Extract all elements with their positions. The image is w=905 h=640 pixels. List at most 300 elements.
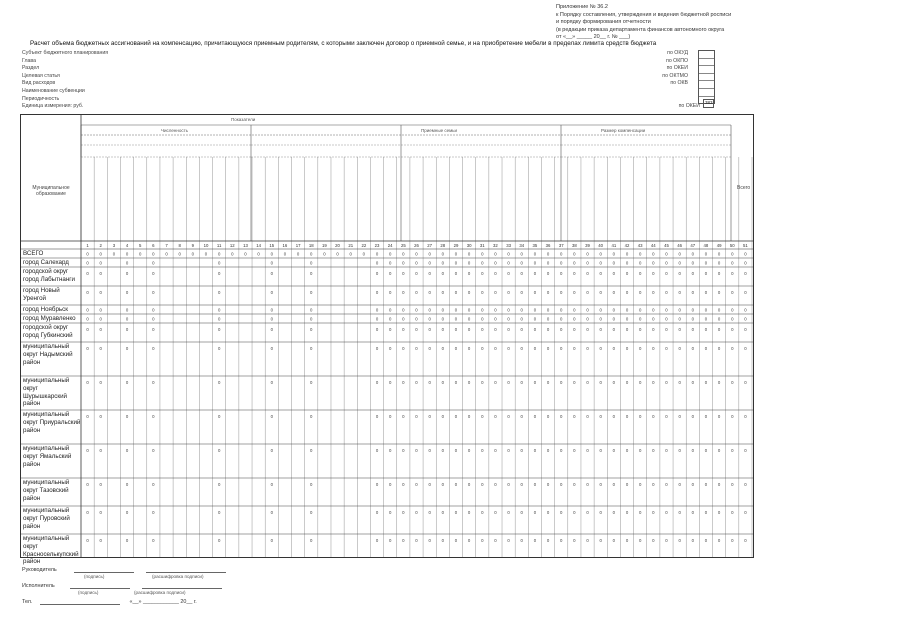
table-cell: 0 bbox=[467, 538, 471, 543]
column-number: 11 bbox=[216, 243, 222, 249]
table-cell: 0 bbox=[717, 307, 721, 313]
column-number: 20 bbox=[335, 243, 340, 249]
column-number: 46 bbox=[677, 243, 683, 249]
table-cell: 0 bbox=[665, 538, 668, 543]
table-cell: 0 bbox=[388, 482, 392, 487]
table-cell: 0 bbox=[217, 380, 221, 385]
table-cell: 0 bbox=[310, 346, 313, 351]
table-cell: 0 bbox=[270, 380, 273, 385]
table-cell: 0 bbox=[388, 251, 392, 257]
table-cell: 0 bbox=[454, 327, 458, 332]
table-cell: 0 bbox=[283, 251, 287, 257]
table-cell: 0 bbox=[86, 260, 89, 266]
table-cell: 0 bbox=[560, 510, 563, 515]
table-cell: 0 bbox=[652, 346, 655, 351]
table-cell: 0 bbox=[704, 307, 708, 313]
table-cell: 0 bbox=[270, 448, 273, 453]
table-cell: 0 bbox=[481, 290, 484, 295]
column-number: 45 bbox=[664, 243, 669, 249]
table-cell: 0 bbox=[573, 414, 576, 419]
column-number: 28 bbox=[440, 243, 446, 249]
table-cell: 0 bbox=[428, 380, 431, 385]
table-cell: 0 bbox=[99, 346, 102, 351]
meta-code: по ОКЕИ bbox=[666, 65, 688, 72]
column-number: 24 bbox=[387, 243, 393, 249]
header-label: Приемные семьи bbox=[421, 128, 458, 133]
table-cell: 0 bbox=[388, 538, 392, 543]
table-cell: 0 bbox=[507, 271, 510, 276]
table-cell: 0 bbox=[717, 482, 721, 487]
table-cell: 0 bbox=[270, 290, 273, 295]
table-cell: 0 bbox=[678, 414, 681, 419]
table-cell: 0 bbox=[731, 271, 734, 276]
table-cell: 0 bbox=[217, 290, 221, 295]
table-cell: 0 bbox=[270, 510, 273, 515]
table-cell: 0 bbox=[428, 290, 431, 295]
table-cell: 0 bbox=[375, 327, 379, 332]
table-cell: 0 bbox=[665, 290, 668, 295]
table-cell: 0 bbox=[744, 346, 747, 351]
header-label: Размер компенсации bbox=[601, 128, 646, 133]
table-cell: 0 bbox=[270, 538, 273, 543]
table-cell: 0 bbox=[599, 316, 602, 322]
table-cell: 0 bbox=[244, 251, 247, 257]
table-cell: 0 bbox=[520, 448, 523, 453]
table-cell: 0 bbox=[481, 380, 484, 385]
table-cell: 0 bbox=[638, 380, 642, 385]
table-cell: 0 bbox=[652, 538, 655, 543]
table-cell: 0 bbox=[560, 271, 563, 276]
table-cell: 0 bbox=[599, 290, 602, 295]
table-cell: 0 bbox=[691, 251, 694, 257]
column-number: 9 bbox=[191, 243, 195, 249]
table-cell: 0 bbox=[217, 538, 221, 543]
table-cell: 0 bbox=[86, 316, 89, 322]
row-label-municipality: муниципальный округ Приуральский район bbox=[23, 411, 81, 434]
table-cell: 0 bbox=[573, 290, 576, 295]
table-cell: 0 bbox=[612, 260, 616, 266]
table-cell: 0 bbox=[310, 327, 313, 332]
table-cell: 0 bbox=[257, 251, 260, 257]
table-cell: 0 bbox=[573, 510, 576, 515]
column-number: 18 bbox=[308, 243, 314, 249]
table-cell: 0 bbox=[717, 316, 721, 322]
table-cell: 0 bbox=[731, 510, 734, 515]
table-cell: 0 bbox=[586, 346, 589, 351]
meta-label: Вид расходов bbox=[22, 80, 56, 87]
table-cell: 0 bbox=[99, 271, 102, 276]
table-cell: 0 bbox=[415, 414, 418, 419]
table-cell: 0 bbox=[731, 290, 734, 295]
table-cell: 0 bbox=[388, 271, 392, 276]
appendix-line: от «__» _____ 20__ г. № ___) bbox=[556, 34, 631, 40]
table-cell: 0 bbox=[125, 251, 129, 257]
table-cell: 0 bbox=[691, 510, 694, 515]
table-cell: 0 bbox=[665, 271, 668, 276]
table-cell: 0 bbox=[481, 316, 484, 322]
table-cell: 0 bbox=[731, 251, 734, 257]
table-cell: 0 bbox=[454, 290, 458, 295]
table-cell: 0 bbox=[217, 346, 221, 351]
table-cell: 0 bbox=[481, 307, 484, 313]
table-cell: 0 bbox=[152, 538, 155, 543]
table-cell: 0 bbox=[665, 316, 668, 322]
table-cell: 0 bbox=[665, 448, 668, 453]
table-cell: 0 bbox=[573, 538, 576, 543]
table-cell: 0 bbox=[310, 290, 313, 295]
table-cell: 0 bbox=[652, 327, 655, 332]
table-cell: 0 bbox=[402, 414, 405, 419]
table-cell: 0 bbox=[217, 327, 221, 332]
column-number: 36 bbox=[545, 243, 551, 249]
table-cell: 0 bbox=[375, 482, 379, 487]
table-cell: 0 bbox=[494, 290, 497, 295]
table-cell: 0 bbox=[744, 316, 747, 322]
table-cell: 0 bbox=[86, 271, 89, 276]
table-cell: 0 bbox=[165, 251, 168, 257]
row-label-municipality: городской округ город Губкинский bbox=[23, 324, 73, 339]
table-cell: 0 bbox=[546, 538, 550, 543]
table-cell: 0 bbox=[375, 271, 379, 276]
table-cell: 0 bbox=[441, 260, 445, 266]
appendix-line: Приложение № 36.2 bbox=[556, 4, 608, 10]
table-cell: 0 bbox=[731, 448, 734, 453]
column-number: 8 bbox=[178, 243, 181, 249]
row-label-municipality: муниципальный округ Ямальский район bbox=[23, 445, 72, 468]
table-cell: 0 bbox=[125, 316, 129, 322]
table-cell: 0 bbox=[454, 307, 458, 313]
table-cell: 0 bbox=[691, 448, 694, 453]
table-cell: 0 bbox=[691, 260, 694, 266]
table-cell: 0 bbox=[704, 482, 708, 487]
table-cell: 0 bbox=[599, 482, 602, 487]
table-cell: 0 bbox=[388, 327, 392, 332]
table-cell: 0 bbox=[441, 307, 445, 313]
table-cell: 0 bbox=[388, 346, 392, 351]
table-cell: 0 bbox=[546, 327, 550, 332]
column-number: 40 bbox=[598, 243, 604, 249]
table-cell: 0 bbox=[441, 482, 445, 487]
table-cell: 0 bbox=[599, 251, 602, 257]
table-cell: 0 bbox=[415, 260, 418, 266]
table-cell: 0 bbox=[481, 510, 484, 515]
table-cell: 0 bbox=[270, 346, 273, 351]
column-number: 14 bbox=[256, 243, 262, 249]
table-cell: 0 bbox=[586, 538, 589, 543]
table-cell: 0 bbox=[560, 380, 563, 385]
column-header-total: Всего bbox=[737, 185, 751, 191]
meta-code: по ОКТМО bbox=[662, 72, 688, 79]
table-cell: 0 bbox=[652, 290, 655, 295]
table-cell: 0 bbox=[507, 538, 510, 543]
meta-block bbox=[22, 50, 712, 111]
table-cell: 0 bbox=[560, 327, 563, 332]
table-cell: 0 bbox=[99, 510, 102, 515]
table-cell: 0 bbox=[152, 260, 155, 266]
table-cell: 0 bbox=[533, 482, 537, 487]
table-cell: 0 bbox=[586, 380, 589, 385]
column-number: 7 bbox=[165, 243, 168, 249]
table-cell: 0 bbox=[691, 271, 694, 276]
table-cell: 0 bbox=[573, 316, 576, 322]
table-cell: 0 bbox=[744, 482, 747, 487]
table-cell: 0 bbox=[362, 251, 366, 257]
table-cell: 0 bbox=[388, 316, 392, 322]
table-cell: 0 bbox=[638, 251, 642, 257]
table-cell: 0 bbox=[704, 380, 708, 385]
table-cell: 0 bbox=[112, 251, 116, 257]
table-cell: 0 bbox=[415, 290, 418, 295]
table-cell: 0 bbox=[560, 448, 563, 453]
table-cell: 0 bbox=[310, 414, 313, 419]
table-cell: 0 bbox=[625, 307, 629, 313]
table-cell: 0 bbox=[86, 414, 89, 419]
table-cell: 0 bbox=[533, 327, 537, 332]
table-cell: 0 bbox=[704, 327, 708, 332]
table-cell: 0 bbox=[704, 271, 708, 276]
table-cell: 0 bbox=[481, 346, 484, 351]
table-cell: 0 bbox=[481, 538, 484, 543]
column-number: 3 bbox=[112, 243, 116, 249]
table-cell: 0 bbox=[467, 510, 471, 515]
table-cell: 0 bbox=[665, 327, 668, 332]
table-cell: 0 bbox=[744, 290, 747, 295]
column-header-municipality: Муниципальное образование bbox=[32, 185, 70, 197]
table-cell: 0 bbox=[665, 260, 668, 266]
table-cell: 0 bbox=[152, 251, 155, 257]
table-cell: 0 bbox=[586, 414, 589, 419]
table-cell: 0 bbox=[441, 327, 445, 332]
table-cell: 0 bbox=[481, 448, 484, 453]
table-cell: 0 bbox=[441, 510, 445, 515]
exec-sign-caption: (подпись) bbox=[78, 590, 99, 595]
table-cell: 0 bbox=[428, 316, 431, 322]
table-cell: 0 bbox=[678, 271, 681, 276]
table-cell: 0 bbox=[86, 251, 89, 257]
table-cell: 0 bbox=[178, 251, 181, 257]
table-cell: 0 bbox=[652, 251, 655, 257]
table-cell: 0 bbox=[441, 271, 445, 276]
table-cell: 0 bbox=[375, 307, 379, 313]
table-cell: 0 bbox=[270, 271, 273, 276]
meta-code: по ОКВ bbox=[670, 80, 688, 87]
table-cell: 0 bbox=[125, 510, 129, 515]
table-cell: 0 bbox=[638, 290, 642, 295]
table-cell: 0 bbox=[691, 346, 694, 351]
table-cell: 0 bbox=[454, 251, 458, 257]
table-cell: 0 bbox=[454, 316, 458, 322]
column-number: 4 bbox=[125, 243, 129, 249]
table-cell: 0 bbox=[415, 346, 418, 351]
table-cell: 0 bbox=[270, 482, 273, 487]
table-cell: 0 bbox=[704, 346, 708, 351]
table-cell: 0 bbox=[99, 380, 102, 385]
table-grid bbox=[21, 115, 753, 557]
table-cell: 0 bbox=[415, 327, 418, 332]
table-cell: 0 bbox=[481, 260, 484, 266]
table-cell: 0 bbox=[717, 271, 721, 276]
table-cell: 0 bbox=[125, 538, 129, 543]
table-cell: 0 bbox=[612, 414, 616, 419]
table-cell: 0 bbox=[507, 414, 510, 419]
column-number: 41 bbox=[611, 243, 617, 249]
table-cell: 0 bbox=[99, 448, 102, 453]
appendix-line: (в редакции приказа департамента финансов автономного округа bbox=[556, 26, 725, 33]
table-cell: 0 bbox=[125, 327, 129, 332]
head-sign-caption: (подпись) bbox=[84, 574, 105, 579]
table-cell: 0 bbox=[691, 290, 694, 295]
column-number: 21 bbox=[348, 243, 354, 249]
table-cell: 0 bbox=[638, 260, 642, 266]
table-cell: 0 bbox=[415, 448, 418, 453]
table-cell: 0 bbox=[520, 538, 523, 543]
table-cell: 0 bbox=[704, 448, 708, 453]
table-cell: 0 bbox=[467, 290, 471, 295]
table-cell: 0 bbox=[546, 510, 550, 515]
column-number: 19 bbox=[322, 243, 327, 249]
table-cell: 0 bbox=[270, 260, 273, 266]
table-cell: 0 bbox=[310, 260, 313, 266]
row-label-municipality: муниципальный округ Красноселькупский район bbox=[23, 535, 79, 566]
table-cell: 0 bbox=[388, 290, 392, 295]
table-cell: 0 bbox=[507, 290, 510, 295]
table-cell: 0 bbox=[573, 327, 576, 332]
table-cell: 0 bbox=[402, 482, 405, 487]
table-cell: 0 bbox=[625, 510, 629, 515]
table-cell: 0 bbox=[402, 316, 405, 322]
appendix-block bbox=[556, 4, 896, 42]
signature-head bbox=[22, 566, 226, 573]
table-cell: 0 bbox=[638, 271, 642, 276]
table-cell: 0 bbox=[533, 448, 537, 453]
table-cell: 0 bbox=[388, 414, 392, 419]
table-cell: 0 bbox=[415, 316, 418, 322]
code-boxes bbox=[698, 50, 715, 104]
table-cell: 0 bbox=[678, 290, 681, 295]
table-cell: 0 bbox=[638, 510, 642, 515]
column-number: 38 bbox=[571, 243, 577, 249]
table-cell: 0 bbox=[99, 251, 102, 257]
column-number: 2 bbox=[99, 243, 102, 249]
column-number: 42 bbox=[624, 243, 630, 249]
table-cell: 0 bbox=[428, 538, 431, 543]
table-cell: 0 bbox=[99, 290, 102, 295]
table-cell: 0 bbox=[125, 414, 129, 419]
table-cell: 0 bbox=[560, 346, 563, 351]
table-cell: 0 bbox=[402, 251, 405, 257]
table-cell: 0 bbox=[573, 251, 576, 257]
table-cell: 0 bbox=[612, 538, 616, 543]
column-number: 16 bbox=[282, 243, 288, 249]
table-cell: 0 bbox=[731, 346, 734, 351]
table-cell: 0 bbox=[441, 380, 445, 385]
table-cell: 0 bbox=[217, 510, 221, 515]
table-cell: 0 bbox=[625, 327, 629, 332]
table-cell: 0 bbox=[652, 482, 655, 487]
column-number: 6 bbox=[152, 243, 155, 249]
table-cell: 0 bbox=[665, 307, 668, 313]
table-cell: 0 bbox=[494, 346, 497, 351]
signature-exec bbox=[22, 582, 222, 589]
table-cell: 0 bbox=[99, 327, 102, 332]
column-number: 39 bbox=[585, 243, 590, 249]
table-cell: 0 bbox=[507, 380, 510, 385]
table-cell: 0 bbox=[467, 414, 471, 419]
table-cell: 0 bbox=[560, 290, 563, 295]
table-cell: 0 bbox=[731, 316, 734, 322]
column-number: 37 bbox=[558, 243, 564, 249]
row-label-municipality: муниципальный округ Пуровский район bbox=[23, 507, 70, 530]
row-label-municipality: город Муравленко bbox=[23, 315, 76, 322]
table-cell: 0 bbox=[638, 346, 642, 351]
column-number: 27 bbox=[427, 243, 433, 249]
column-number: 17 bbox=[295, 243, 301, 249]
table-cell: 0 bbox=[691, 482, 694, 487]
table-cell: 0 bbox=[467, 448, 471, 453]
table-cell: 0 bbox=[678, 380, 681, 385]
table-cell: 0 bbox=[99, 414, 102, 419]
table-cell: 0 bbox=[744, 260, 747, 266]
table-cell: 0 bbox=[533, 251, 537, 257]
table-cell: 0 bbox=[717, 346, 721, 351]
table-cell: 0 bbox=[520, 414, 523, 419]
table-cell: 0 bbox=[86, 346, 89, 351]
table-cell: 0 bbox=[454, 538, 458, 543]
table-cell: 0 bbox=[402, 448, 405, 453]
table-cell: 0 bbox=[560, 251, 563, 257]
table-cell: 0 bbox=[125, 380, 129, 385]
table-cell: 0 bbox=[441, 290, 445, 295]
meta-label: Единица измерения: руб. bbox=[22, 103, 84, 110]
table-cell: 0 bbox=[217, 482, 221, 487]
column-number: 47 bbox=[690, 243, 696, 249]
table-cell: 0 bbox=[586, 316, 589, 322]
table-cell: 0 bbox=[152, 346, 155, 351]
table-cell: 0 bbox=[560, 307, 563, 313]
table-cell: 0 bbox=[560, 316, 563, 322]
table-cell: 0 bbox=[691, 380, 694, 385]
table-cell: 0 bbox=[678, 327, 681, 332]
meta-label: Периодичность bbox=[22, 95, 60, 102]
header-label: Численность bbox=[161, 128, 189, 133]
table-cell: 0 bbox=[152, 448, 155, 453]
table-cell: 0 bbox=[652, 260, 655, 266]
table-cell: 0 bbox=[428, 260, 431, 266]
table-cell: 0 bbox=[546, 346, 550, 351]
table-cell: 0 bbox=[402, 346, 405, 351]
meta-label: Целевая статья bbox=[22, 72, 60, 79]
table-cell: 0 bbox=[467, 380, 471, 385]
table-cell: 0 bbox=[86, 380, 89, 385]
row-label-total: ВСЕГО bbox=[23, 250, 44, 257]
table-cell: 0 bbox=[310, 482, 313, 487]
table-cell: 0 bbox=[86, 290, 89, 295]
table-cell: 0 bbox=[520, 327, 523, 332]
table-cell: 0 bbox=[744, 251, 747, 257]
table-cell: 0 bbox=[310, 510, 313, 515]
table-cell: 0 bbox=[586, 327, 589, 332]
table-cell: 0 bbox=[717, 448, 721, 453]
table-cell: 0 bbox=[678, 346, 681, 351]
table-cell: 0 bbox=[625, 414, 629, 419]
table-cell: 0 bbox=[599, 448, 602, 453]
table-cell: 0 bbox=[152, 307, 155, 313]
table-cell: 0 bbox=[573, 307, 576, 313]
table-cell: 0 bbox=[560, 414, 563, 419]
meta-code: по ОКУД bbox=[667, 50, 688, 56]
table-cell: 0 bbox=[546, 316, 550, 322]
column-number: 23 bbox=[374, 243, 380, 249]
